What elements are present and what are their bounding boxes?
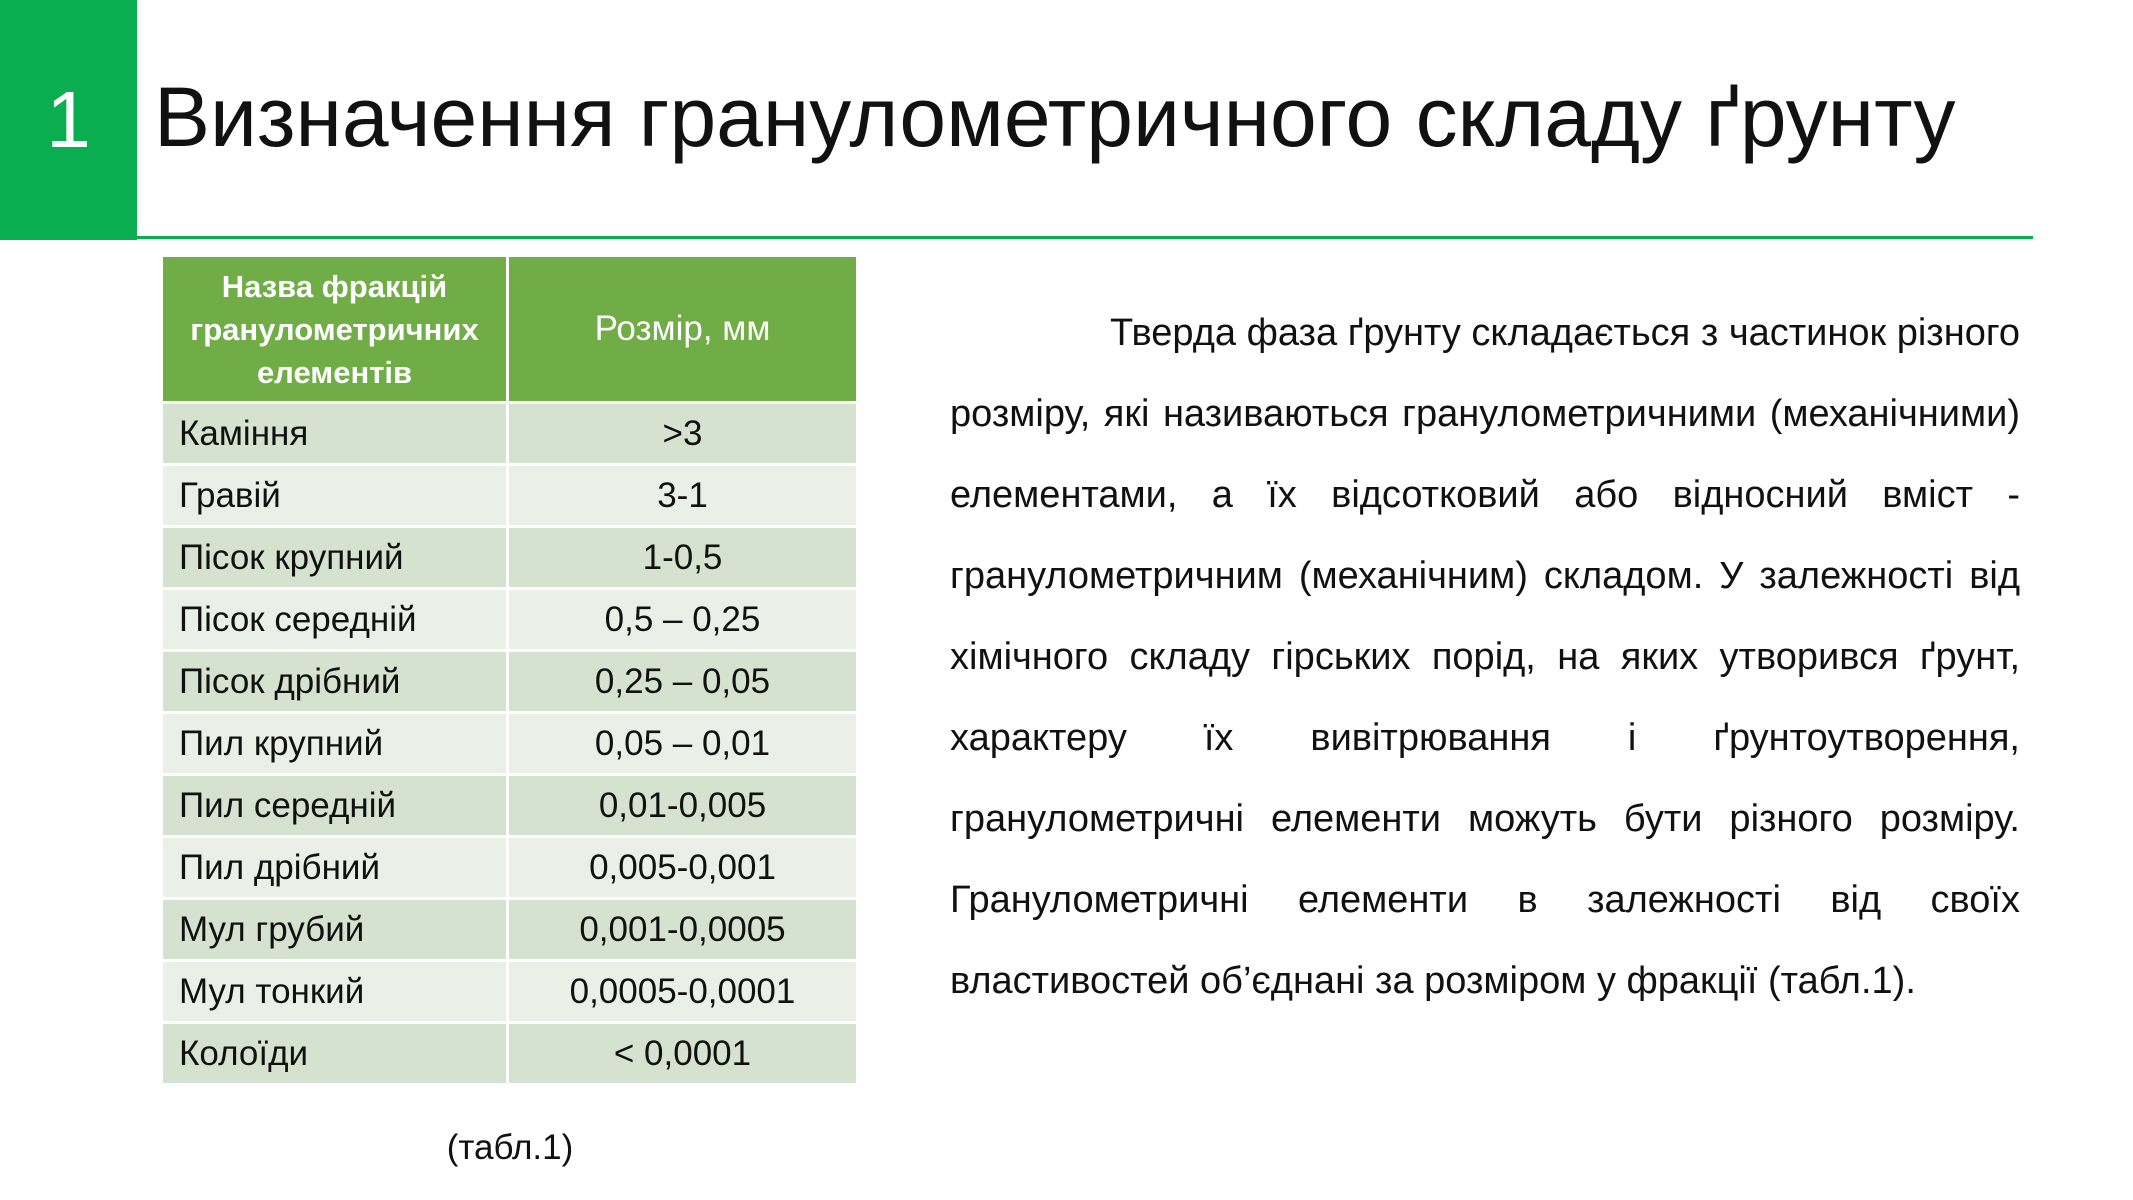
fraction-size: 0,05 – 0,01: [508, 713, 858, 775]
table-row: [162, 403, 858, 465]
table-row: [162, 589, 858, 651]
fraction-size: 0,25 – 0,05: [508, 651, 858, 713]
table-row: [162, 775, 858, 837]
table-row: [162, 527, 858, 589]
fraction-name: Пил дрібний: [162, 837, 508, 899]
fraction-size: 3-1: [508, 465, 858, 527]
fraction-name: Колоїди: [162, 1023, 508, 1085]
slide-number-badge: [0, 0, 137, 240]
fraction-size: 0,001-0,0005: [508, 899, 858, 961]
table-row: [162, 651, 858, 713]
body-paragraph: Тверда фаза ґрунту складається з частинок різного розміру, які називаються гранулометричними (механічними) елементами, а їх відсотковий або відносний вміст - гранулометричним (механічним) складом. У залежності від хімічного складу гірських порід, на яких утворився ґрунт, характеру їх вивітрювання і ґрунтоутворення, гранулометричні елементи можуть бути різного розміру. Гранулометричні елементи в залежності від своїх властивостей об’єднані за розміром у фракції (табл.1).: [950, 312, 2020, 1002]
table-row: [162, 837, 858, 899]
table-header-row: [162, 256, 858, 403]
fraction-name: Пил середній: [162, 775, 508, 837]
fraction-name: Пісок дрібний: [162, 651, 508, 713]
table-row: [162, 961, 858, 1023]
fraction-size: 0,005-0,001: [508, 837, 858, 899]
table-row: [162, 1023, 858, 1085]
fraction-size: 0,5 – 0,25: [508, 589, 858, 651]
table-caption: (табл.1): [446, 1128, 574, 1167]
fraction-name: Мул тонкий: [162, 961, 508, 1023]
fraction-name: Мул грубий: [162, 899, 508, 961]
fraction-name: Каміння: [162, 403, 508, 465]
table-row: [162, 899, 858, 961]
fraction-size: >3: [508, 403, 858, 465]
fraction-size: 0,01-0,005: [508, 775, 858, 837]
header-fraction-name: Назва фракцій гранулометричних елементів: [162, 256, 508, 403]
header-size: Розмір, мм: [508, 256, 858, 403]
table-row: [162, 713, 858, 775]
slide-number: 1: [46, 75, 91, 164]
fraction-name: Пил крупний: [162, 713, 508, 775]
table-row: [162, 465, 858, 527]
fraction-name: Гравій: [162, 465, 508, 527]
fraction-size: 0,0005-0,0001: [508, 961, 858, 1023]
fraction-name: Пісок середній: [162, 589, 508, 651]
fraction-name: Пісок крупний: [162, 527, 508, 589]
title-divider: [137, 236, 2033, 239]
page-title: Визначення гранулометричного складу ґрунту: [154, 70, 1956, 164]
fraction-size: 1-0,5: [508, 527, 858, 589]
fraction-size: < 0,0001: [508, 1023, 858, 1085]
fractions-table: [160, 254, 859, 1086]
